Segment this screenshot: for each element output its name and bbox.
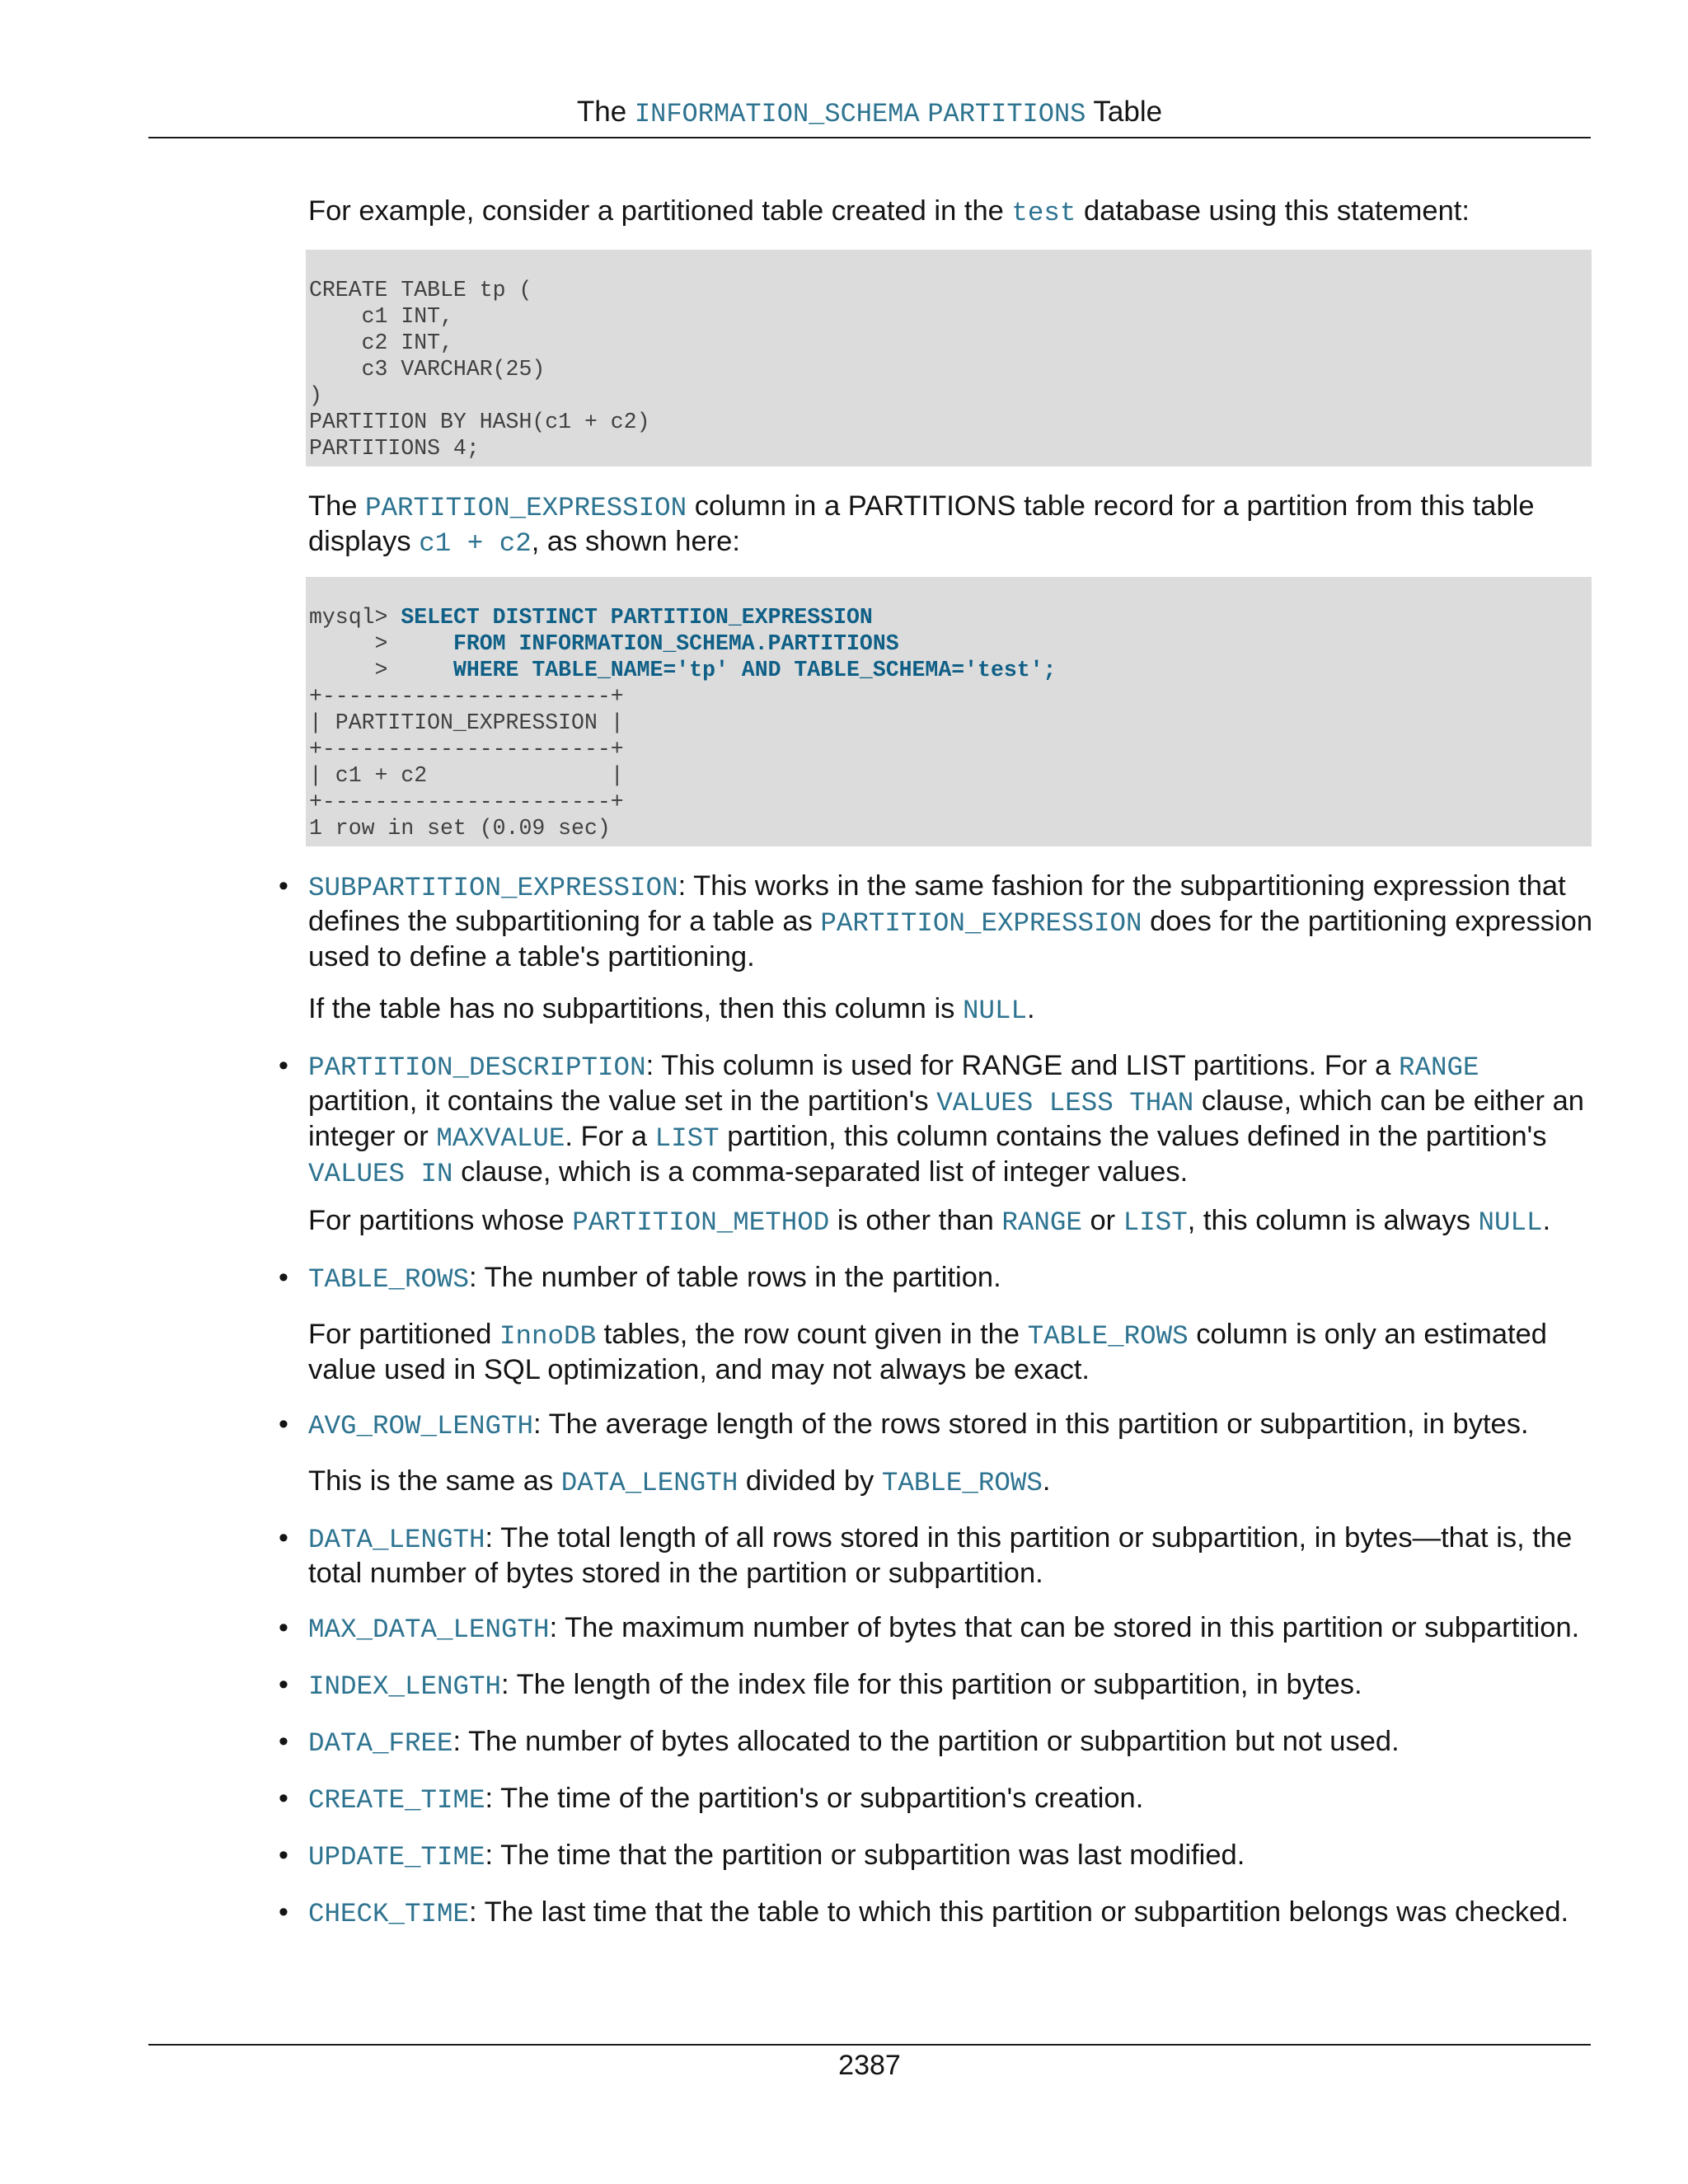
code-line: c2 INT,: [309, 330, 453, 355]
item-create-time: [308, 1782, 1594, 1817]
item-code: TABLE_ROWS: [308, 1264, 470, 1295]
item-code: AVG_ROW_LENGTH: [308, 1411, 534, 1441]
item-table-rows: [308, 1261, 1594, 1296]
intro-paragraph: [308, 194, 1594, 230]
avg-row-length-note: [308, 1465, 1594, 1500]
query-command: WHERE TABLE_NAME='tp' AND TABLE_SCHEMA='test';: [452, 658, 1057, 682]
item-code: PARTITION_DESCRIPTION: [308, 1052, 646, 1083]
output-line: +----------------------+: [309, 737, 624, 762]
item-partition-description: [308, 1049, 1594, 1191]
item-code: VALUES LESS THAN: [936, 1088, 1194, 1118]
header-code-partitions: PARTITIONS: [927, 99, 1086, 129]
item-code: MAXVALUE: [436, 1123, 565, 1154]
item-code: INDEX_LENGTH: [308, 1671, 502, 1702]
page-number: 2387: [838, 2050, 901, 2081]
query-code-block: [306, 577, 1592, 846]
item-code: SUBPARTITION_EXPRESSION: [308, 873, 678, 903]
note-text: , this column is always: [1187, 1205, 1479, 1236]
code-line: PARTITIONS 4;: [309, 436, 480, 461]
item-index-length: [308, 1668, 1594, 1704]
note-code: PARTITION_METHOD: [572, 1207, 830, 1238]
bullet-marker: •: [279, 1726, 288, 1757]
bullet-marker: •: [279, 1896, 288, 1928]
bullet-marker: •: [279, 1783, 288, 1814]
item-code: LIST: [654, 1123, 720, 1154]
partition-description-note: [308, 1204, 1594, 1240]
item-text: does for the partitioning expression used to define a table's partitioning.: [308, 906, 1593, 972]
item-avg-row-length: [308, 1408, 1594, 1443]
note-text: For partitions whose: [308, 1205, 573, 1236]
item-text: : The number of table rows in the partition.: [469, 1262, 1001, 1293]
output-line: +----------------------+: [309, 790, 624, 814]
bullet-marker: •: [279, 1840, 288, 1871]
output-line: +----------------------+: [309, 684, 624, 709]
item-code: MAX_DATA_LENGTH: [308, 1615, 550, 1645]
header-prefix: The: [576, 96, 635, 128]
expr-text-3: , as shown here:: [531, 526, 740, 557]
note-text: is other than: [829, 1205, 1002, 1236]
item-subpartition-expression: [308, 869, 1594, 973]
code-line: ): [309, 383, 322, 408]
item-text: : The last time that the table to which this partition or subpartition belongs was checked.: [469, 1896, 1569, 1928]
item-code: DATA_FREE: [308, 1728, 453, 1759]
item-data-free: [308, 1725, 1594, 1760]
item-text: : This works in the same fashion for the subpartitioning expression that defines the subpartitioning for a table as: [308, 870, 1566, 937]
prompt: >: [309, 658, 453, 682]
item-check-time: [308, 1896, 1594, 1931]
item-text: : The time of the partition's or subpartition's creation.: [485, 1783, 1144, 1814]
expression-paragraph: [308, 490, 1594, 560]
item-text: partition, this column contains the values defined in the partition's: [719, 1121, 1547, 1152]
note-text: divided by: [738, 1465, 882, 1497]
bullet-marker: •: [279, 1408, 288, 1440]
item-text: : The length of the index file for this partition or subpartition, in bytes.: [501, 1669, 1362, 1700]
output-line: 1 row in set (0.09 sec): [309, 816, 611, 841]
query-line: [309, 604, 1592, 630]
intro-text-1: For example, consider a partitioned table created in the: [308, 195, 1012, 227]
header-rule: [148, 137, 1591, 138]
output-line: | PARTITION_EXPRESSION |: [309, 710, 624, 735]
code-line: c3 VARCHAR(25): [309, 357, 546, 382]
note-text: .: [1026, 993, 1035, 1024]
item-code: RANGE: [1398, 1052, 1479, 1083]
expr-text-1: The: [308, 490, 366, 522]
note-code: DATA_LENGTH: [560, 1468, 738, 1498]
note-code: InnoDB: [499, 1321, 597, 1352]
item-text: partition, it contains the value set in the partition's: [308, 1085, 937, 1117]
note-code: RANGE: [1001, 1207, 1082, 1238]
output-line: | c1 + c2 |: [309, 763, 624, 788]
note-text: tables, the row count given in the: [596, 1319, 1028, 1350]
query-line: [309, 630, 1592, 657]
item-text: clause, which is a comma-separated list of integer values.: [452, 1156, 1189, 1188]
item-text: : The total length of all rows stored in this partition or subpartition, in bytes—that is, the total number of bytes stored in the partition or subpartition.: [308, 1522, 1573, 1589]
note-code: LIST: [1123, 1207, 1188, 1238]
query-command: FROM INFORMATION_SCHEMA.PARTITIONS: [452, 631, 899, 656]
code-line: PARTITION BY HASH(c1 + c2): [309, 410, 650, 434]
item-text: clause, which can be either an integer or: [308, 1085, 1584, 1152]
expr-code-1: PARTITION_EXPRESSION: [365, 493, 687, 523]
note-text: .: [1042, 1465, 1051, 1497]
bullet-marker: •: [279, 1050, 288, 1081]
item-code: PARTITION_EXPRESSION: [820, 908, 1142, 939]
running-header: [148, 92, 1591, 134]
bullet-marker: •: [279, 1262, 288, 1293]
item-text: : This column is used for RANGE and LIST partitions. For a: [645, 1050, 1399, 1081]
bullet-marker: •: [279, 1669, 288, 1700]
bullet-marker: •: [279, 1612, 288, 1643]
item-code: CREATE_TIME: [308, 1785, 485, 1816]
code-line: CREATE TABLE tp (: [309, 278, 532, 302]
item-code: VALUES IN: [308, 1159, 453, 1189]
item-data-length: [308, 1521, 1594, 1590]
query-line: [309, 657, 1592, 683]
prompt: mysql>: [309, 605, 401, 630]
note-code: NULL: [962, 996, 1027, 1026]
subpartition-note: [308, 992, 1594, 1028]
item-text: . For a: [565, 1121, 655, 1152]
item-code: UPDATE_TIME: [308, 1842, 485, 1872]
prompt: >: [309, 631, 453, 656]
item-code: CHECK_TIME: [308, 1899, 470, 1929]
create-table-code-block: [306, 250, 1592, 466]
bullet-marker: •: [279, 870, 288, 902]
intro-code-test: test: [1011, 198, 1076, 228]
table-rows-note: [308, 1318, 1594, 1386]
note-code: TABLE_ROWS: [1027, 1321, 1189, 1352]
item-text: : The maximum number of bytes that can be stored in this partition or subpartition.: [549, 1612, 1580, 1643]
note-text: This is the same as: [308, 1465, 561, 1497]
header-code-schema: INFORMATION_SCHEMA: [634, 99, 920, 129]
note-text: For partitioned: [308, 1319, 500, 1350]
item-max-data-length: [308, 1611, 1594, 1647]
item-text: : The number of bytes allocated to the partition or subpartition but not used.: [452, 1726, 1400, 1757]
intro-text-2: database using this statement:: [1076, 195, 1470, 227]
note-text: or: [1081, 1205, 1123, 1236]
code-line: c1 INT,: [309, 304, 453, 329]
expr-code-2: c1 + c2: [419, 528, 532, 559]
item-text: : The average length of the rows stored in this partition or subpartition, in bytes.: [533, 1408, 1529, 1440]
bullet-marker: •: [279, 1522, 288, 1554]
note-code: NULL: [1478, 1207, 1543, 1238]
header-suffix: Table: [1085, 96, 1163, 128]
expr-text-2: column in a PARTITIONS table record for a partition from this table displays: [308, 490, 1535, 557]
note-text: column is only an estimated value used in SQL optimization, and may not always be exact.: [308, 1319, 1547, 1385]
note-code: TABLE_ROWS: [881, 1468, 1043, 1498]
footer-rule: [148, 2044, 1591, 2046]
note-text: .: [1542, 1205, 1551, 1236]
item-update-time: [308, 1839, 1594, 1874]
note-text: If the table has no subpartitions, then this column is: [308, 993, 963, 1024]
item-code: DATA_LENGTH: [308, 1525, 485, 1555]
item-text: : The time that the partition or subpartition was last modified.: [485, 1840, 1245, 1871]
query-command: SELECT DISTINCT PARTITION_EXPRESSION: [401, 605, 873, 630]
